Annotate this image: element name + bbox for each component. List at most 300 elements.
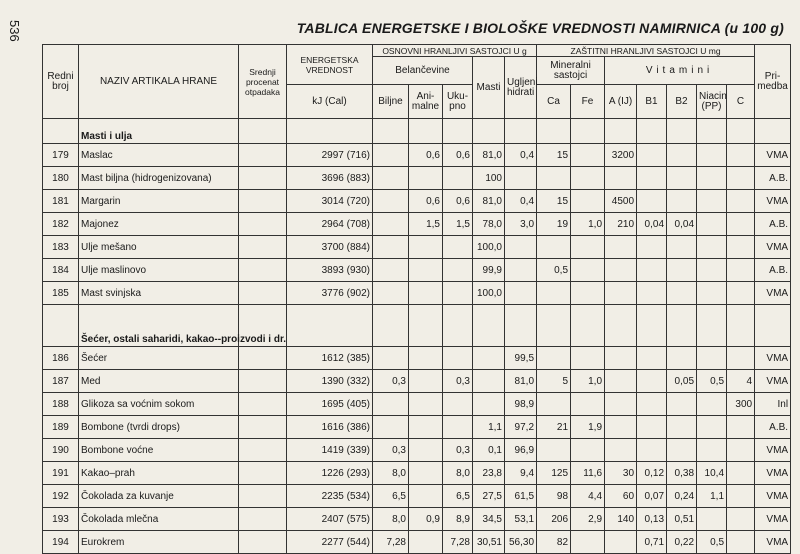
cell-niacin: 0,5 (697, 370, 727, 393)
cell-animalne: 0,9 (409, 508, 443, 531)
cell-c (727, 259, 755, 282)
header-vitamini: Vitamini (605, 57, 755, 85)
cell-ukupno (443, 416, 473, 439)
cell-no: 181 (43, 190, 79, 213)
cell-ca: 98 (537, 485, 571, 508)
cell-ugljeni: 53,1 (505, 508, 537, 531)
cell-name: Čokolada mlečna (79, 508, 239, 531)
cell-ca: 125 (537, 462, 571, 485)
table-row (43, 213, 791, 236)
cell-ugljeni: 3,0 (505, 213, 537, 236)
cell-biljne (373, 236, 409, 259)
cell-masti: 0,1 (473, 439, 505, 462)
cell-animalne (409, 236, 443, 259)
header-naziv: NAZIV ARTIKALA HRANE (79, 45, 239, 119)
cell-b1 (637, 282, 667, 305)
cell-energy: 1226 (293) (287, 462, 373, 485)
cell-animalne (409, 167, 443, 190)
cell-b1 (637, 347, 667, 370)
cell-no: 190 (43, 439, 79, 462)
cell-ugljeni (505, 282, 537, 305)
cell-b2 (667, 167, 697, 190)
cell-b2: 0,05 (667, 370, 697, 393)
cell-b2 (667, 347, 697, 370)
cell-a (605, 393, 637, 416)
cell-biljne (373, 347, 409, 370)
cell-animalne (409, 370, 443, 393)
cell-name: Šećer (79, 347, 239, 370)
cell-masti: 1,1 (473, 416, 505, 439)
cell-ukupno (443, 167, 473, 190)
header-zastitni-sastojci: ZAŠTITNI HRANLJIVI SASTOJCI U mg (537, 45, 755, 57)
cell-prim: A.B. (755, 167, 791, 190)
cell-biljne: 7,28 (373, 531, 409, 554)
cell-energy: 2997 (716) (287, 144, 373, 167)
cell-ca: 15 (537, 190, 571, 213)
cell-fe (571, 531, 605, 554)
group-row (43, 312, 791, 347)
cell-energy: 1695 (405) (287, 393, 373, 416)
cell-srednji (239, 282, 287, 305)
cell-masti: 30,51 (473, 531, 505, 554)
cell-no: 184 (43, 259, 79, 282)
cell-c: 4 (727, 370, 755, 393)
cell-animalne (409, 462, 443, 485)
cell-ukupno: 0,3 (443, 439, 473, 462)
cell-c (727, 167, 755, 190)
cell-c (727, 531, 755, 554)
cell-b2 (667, 393, 697, 416)
cell-animalne (409, 439, 443, 462)
cell-a (605, 347, 637, 370)
nutrition-table (42, 44, 791, 554)
cell-fe (571, 167, 605, 190)
cell-b1 (637, 259, 667, 282)
cell-b1 (637, 370, 667, 393)
cell-b1 (637, 144, 667, 167)
cell-ukupno: 0,3 (443, 370, 473, 393)
cell-masti: 27,5 (473, 485, 505, 508)
cell-prim: VMA (755, 282, 791, 305)
cell-srednji (239, 462, 287, 485)
cell-ukupno: 0,6 (443, 144, 473, 167)
cell-ukupno: 7,28 (443, 531, 473, 554)
cell-no: 193 (43, 508, 79, 531)
header-belancevine: Belančevine (373, 57, 473, 85)
cell-b2 (667, 259, 697, 282)
cell-srednji (239, 236, 287, 259)
cell-b1 (637, 236, 667, 259)
page-number: 536 (7, 20, 22, 42)
table-row (43, 167, 791, 190)
cell-prim: VMA (755, 144, 791, 167)
cell-no: 183 (43, 236, 79, 259)
cell-ugljeni: 97,2 (505, 416, 537, 439)
cell-fe: 1,0 (571, 370, 605, 393)
cell-ca (537, 282, 571, 305)
cell-masti: 100 (473, 167, 505, 190)
cell-b1: 0,07 (637, 485, 667, 508)
cell-ukupno: 8,0 (443, 462, 473, 485)
cell-ca (537, 167, 571, 190)
cell-animalne (409, 259, 443, 282)
cell-ca: 19 (537, 213, 571, 236)
cell-a (605, 236, 637, 259)
cell-a (605, 167, 637, 190)
table-row (43, 236, 791, 259)
cell-ugljeni (505, 236, 537, 259)
cell-c (727, 416, 755, 439)
cell-animalne (409, 347, 443, 370)
cell-ca (537, 236, 571, 259)
cell-b2 (667, 416, 697, 439)
cell-ugljeni: 99,5 (505, 347, 537, 370)
cell-ca: 206 (537, 508, 571, 531)
header-energetska-vrednost: ENERGETSKA VREDNOST (287, 45, 373, 85)
table-body (43, 119, 791, 144)
cell-ugljeni: 0,4 (505, 144, 537, 167)
cell-prim: VMA (755, 190, 791, 213)
cell-c (727, 282, 755, 305)
cell-b1 (637, 393, 667, 416)
group-title: Šećer, ostali saharidi, kakao--proizvodi i dr. (79, 312, 239, 347)
cell-srednji (239, 259, 287, 282)
cell-ca: 15 (537, 144, 571, 167)
group-row (43, 119, 791, 144)
cell-energy: 3696 (883) (287, 167, 373, 190)
cell-animalne (409, 416, 443, 439)
cell-srednji (239, 531, 287, 554)
cell-ca (537, 439, 571, 462)
header-redni-broj: Redni broj (43, 45, 79, 119)
cell-srednji (239, 508, 287, 531)
cell-ca: 5 (537, 370, 571, 393)
cell-animalne (409, 282, 443, 305)
cell-a: 210 (605, 213, 637, 236)
cell-energy: 3776 (902) (287, 282, 373, 305)
cell-biljne (373, 393, 409, 416)
cell-masti: 81,0 (473, 190, 505, 213)
table-row (43, 259, 791, 282)
header-ca: Ca (537, 85, 571, 119)
cell-ca (537, 347, 571, 370)
cell-energy: 1390 (332) (287, 370, 373, 393)
cell-srednji (239, 393, 287, 416)
cell-no: 180 (43, 167, 79, 190)
cell-energy: 2964 (708) (287, 213, 373, 236)
cell-masti: 100,0 (473, 282, 505, 305)
group-secer-kakao (43, 347, 791, 554)
cell-ugljeni: 9,4 (505, 462, 537, 485)
header-ugljeni-hidrati: Ugljeni hidrati (505, 57, 537, 119)
cell-ukupno: 8,9 (443, 508, 473, 531)
table-row (43, 439, 791, 462)
cell-srednji (239, 190, 287, 213)
cell-prim: Inl (755, 393, 791, 416)
cell-niacin (697, 167, 727, 190)
cell-animalne: 0,6 (409, 144, 443, 167)
cell-name: Kakao–prah (79, 462, 239, 485)
cell-name: Ulje maslinovo (79, 259, 239, 282)
cell-b1: 0,13 (637, 508, 667, 531)
cell-biljne (373, 213, 409, 236)
cell-c: 300 (727, 393, 755, 416)
cell-ugljeni: 98,9 (505, 393, 537, 416)
cell-name: Maslac (79, 144, 239, 167)
cell-ukupno: 1,5 (443, 213, 473, 236)
cell-no: 185 (43, 282, 79, 305)
cell-fe (571, 282, 605, 305)
cell-biljne (373, 190, 409, 213)
cell-a (605, 439, 637, 462)
cell-b2 (667, 144, 697, 167)
cell-name: Glikoza sa voćnim sokom (79, 393, 239, 416)
cell-a: 4500 (605, 190, 637, 213)
cell-masti: 99,9 (473, 259, 505, 282)
cell-a: 140 (605, 508, 637, 531)
cell-prim: VMA (755, 347, 791, 370)
cell-masti (473, 347, 505, 370)
cell-name: Med (79, 370, 239, 393)
cell-prim: VMA (755, 462, 791, 485)
cell-masti (473, 370, 505, 393)
cell-biljne (373, 167, 409, 190)
table-row (43, 347, 791, 370)
cell-srednji (239, 439, 287, 462)
cell-energy: 1419 (339) (287, 439, 373, 462)
cell-c (727, 144, 755, 167)
header-mineralni-sastojci: Mineralni sastojci (537, 57, 605, 85)
cell-masti: 78,0 (473, 213, 505, 236)
cell-energy: 2277 (544) (287, 531, 373, 554)
cell-biljne (373, 144, 409, 167)
cell-prim: VMA (755, 485, 791, 508)
cell-masti: 100,0 (473, 236, 505, 259)
cell-name: Bombone voćne (79, 439, 239, 462)
cell-c (727, 236, 755, 259)
cell-masti: 81,0 (473, 144, 505, 167)
cell-name: Eurokrem (79, 531, 239, 554)
cell-ca: 0,5 (537, 259, 571, 282)
table-row (43, 370, 791, 393)
cell-b2: 0,38 (667, 462, 697, 485)
cell-prim: A.B. (755, 416, 791, 439)
cell-name: Margarin (79, 190, 239, 213)
header-primedba: Pri-medba (755, 45, 791, 119)
cell-fe (571, 190, 605, 213)
cell-niacin (697, 236, 727, 259)
cell-niacin (697, 259, 727, 282)
cell-biljne: 8,0 (373, 462, 409, 485)
table-row (43, 144, 791, 167)
cell-b2: 0,22 (667, 531, 697, 554)
cell-no: 192 (43, 485, 79, 508)
cell-energy: 2235 (534) (287, 485, 373, 508)
header-niacin: Niacin (PP) (697, 85, 727, 119)
cell-ugljeni: 0,4 (505, 190, 537, 213)
cell-srednji (239, 416, 287, 439)
cell-biljne: 8,0 (373, 508, 409, 531)
cell-name: Bombone (tvrdi drops) (79, 416, 239, 439)
cell-prim: VMA (755, 236, 791, 259)
cell-no: 187 (43, 370, 79, 393)
cell-srednji (239, 485, 287, 508)
cell-name: Mast svinjska (79, 282, 239, 305)
cell-a (605, 282, 637, 305)
cell-ugljeni: 81,0 (505, 370, 537, 393)
header-osnovni-sastojci: OSNOVNI HRANLJIVI SASTOJCI U g (373, 45, 537, 57)
cell-energy: 3014 (720) (287, 190, 373, 213)
cell-ukupno (443, 347, 473, 370)
cell-ukupno: 6,5 (443, 485, 473, 508)
cell-biljne: 0,3 (373, 439, 409, 462)
cell-ugljeni: 61,5 (505, 485, 537, 508)
cell-b1 (637, 416, 667, 439)
cell-b1: 0,12 (637, 462, 667, 485)
header-vitamin-a: A (IJ) (605, 85, 637, 119)
cell-fe: 2,9 (571, 508, 605, 531)
cell-prim: VMA (755, 531, 791, 554)
cell-fe (571, 259, 605, 282)
cell-ukupno (443, 282, 473, 305)
cell-a: 60 (605, 485, 637, 508)
table-body-2 (43, 305, 791, 347)
cell-animalne (409, 531, 443, 554)
cell-energy: 2407 (575) (287, 508, 373, 531)
table-row (43, 508, 791, 531)
cell-prim: A.B. (755, 259, 791, 282)
cell-b1 (637, 439, 667, 462)
cell-prim: VMA (755, 370, 791, 393)
cell-fe (571, 439, 605, 462)
cell-fe (571, 236, 605, 259)
cell-b2 (667, 282, 697, 305)
page-title: TABLICA ENERGETSKE I BIOLOŠKE VREDNOSTI NAMIRNICA (u 100 g) (296, 20, 784, 36)
cell-fe (571, 347, 605, 370)
header-ukupno: Uku-pno (443, 85, 473, 119)
cell-c (727, 213, 755, 236)
cell-srednji (239, 213, 287, 236)
cell-c (727, 485, 755, 508)
table-row (43, 190, 791, 213)
cell-a (605, 416, 637, 439)
cell-a (605, 370, 637, 393)
cell-srednji (239, 167, 287, 190)
cell-c (727, 439, 755, 462)
cell-animalne (409, 393, 443, 416)
cell-ugljeni (505, 167, 537, 190)
cell-b1 (637, 190, 667, 213)
cell-ca: 82 (537, 531, 571, 554)
cell-b1: 0,04 (637, 213, 667, 236)
header-kj-cal: kJ (Cal) (287, 85, 373, 119)
cell-masti (473, 393, 505, 416)
table-row (43, 462, 791, 485)
cell-name: Čokolada za kuvanje (79, 485, 239, 508)
cell-srednji (239, 144, 287, 167)
header-vitamin-c: C (727, 85, 755, 119)
header-biljne: Biljne (373, 85, 409, 119)
cell-prim: VMA (755, 508, 791, 531)
cell-b1: 0,71 (637, 531, 667, 554)
cell-niacin: 1,1 (697, 485, 727, 508)
cell-c (727, 508, 755, 531)
cell-ukupno (443, 259, 473, 282)
cell-b1 (637, 167, 667, 190)
cell-ukupno (443, 393, 473, 416)
cell-biljne: 0,3 (373, 370, 409, 393)
cell-prim: VMA (755, 439, 791, 462)
table-row (43, 393, 791, 416)
group-masti-ulja (43, 144, 791, 305)
cell-ukupno (443, 236, 473, 259)
cell-no: 188 (43, 393, 79, 416)
cell-srednji (239, 347, 287, 370)
cell-c (727, 190, 755, 213)
cell-ukupno: 0,6 (443, 190, 473, 213)
cell-masti: 23,8 (473, 462, 505, 485)
cell-name: Ulje mešano (79, 236, 239, 259)
table-row (43, 531, 791, 554)
cell-no: 179 (43, 144, 79, 167)
cell-prim: A.B. (755, 213, 791, 236)
cell-biljne: 6,5 (373, 485, 409, 508)
cell-niacin (697, 282, 727, 305)
cell-a: 30 (605, 462, 637, 485)
cell-niacin (697, 393, 727, 416)
table-row (43, 282, 791, 305)
cell-b2 (667, 439, 697, 462)
cell-b2: 0,51 (667, 508, 697, 531)
cell-no: 186 (43, 347, 79, 370)
cell-energy: 1616 (386) (287, 416, 373, 439)
header-vitamin-b1: B1 (637, 85, 667, 119)
cell-c (727, 462, 755, 485)
cell-no: 182 (43, 213, 79, 236)
cell-ugljeni: 96,9 (505, 439, 537, 462)
cell-no: 189 (43, 416, 79, 439)
cell-fe: 11,6 (571, 462, 605, 485)
table-row (43, 416, 791, 439)
cell-a (605, 259, 637, 282)
cell-niacin (697, 347, 727, 370)
cell-energy: 1612 (385) (287, 347, 373, 370)
cell-masti: 34,5 (473, 508, 505, 531)
cell-name: Majonez (79, 213, 239, 236)
cell-biljne (373, 259, 409, 282)
cell-ca (537, 393, 571, 416)
header-animalne: Ani-malne (409, 85, 443, 119)
cell-ugljeni (505, 259, 537, 282)
cell-niacin (697, 213, 727, 236)
cell-niacin: 10,4 (697, 462, 727, 485)
cell-niacin (697, 416, 727, 439)
cell-b2: 0,04 (667, 213, 697, 236)
cell-ca: 21 (537, 416, 571, 439)
cell-srednji (239, 370, 287, 393)
cell-c (727, 347, 755, 370)
cell-animalne: 0,6 (409, 190, 443, 213)
cell-niacin (697, 144, 727, 167)
cell-niacin (697, 508, 727, 531)
header-vitamin-b2: B2 (667, 85, 697, 119)
cell-fe: 1,9 (571, 416, 605, 439)
cell-animalne (409, 485, 443, 508)
cell-niacin: 0,5 (697, 531, 727, 554)
header-masti: Masti (473, 57, 505, 119)
cell-energy: 3700 (884) (287, 236, 373, 259)
header-fe: Fe (571, 85, 605, 119)
